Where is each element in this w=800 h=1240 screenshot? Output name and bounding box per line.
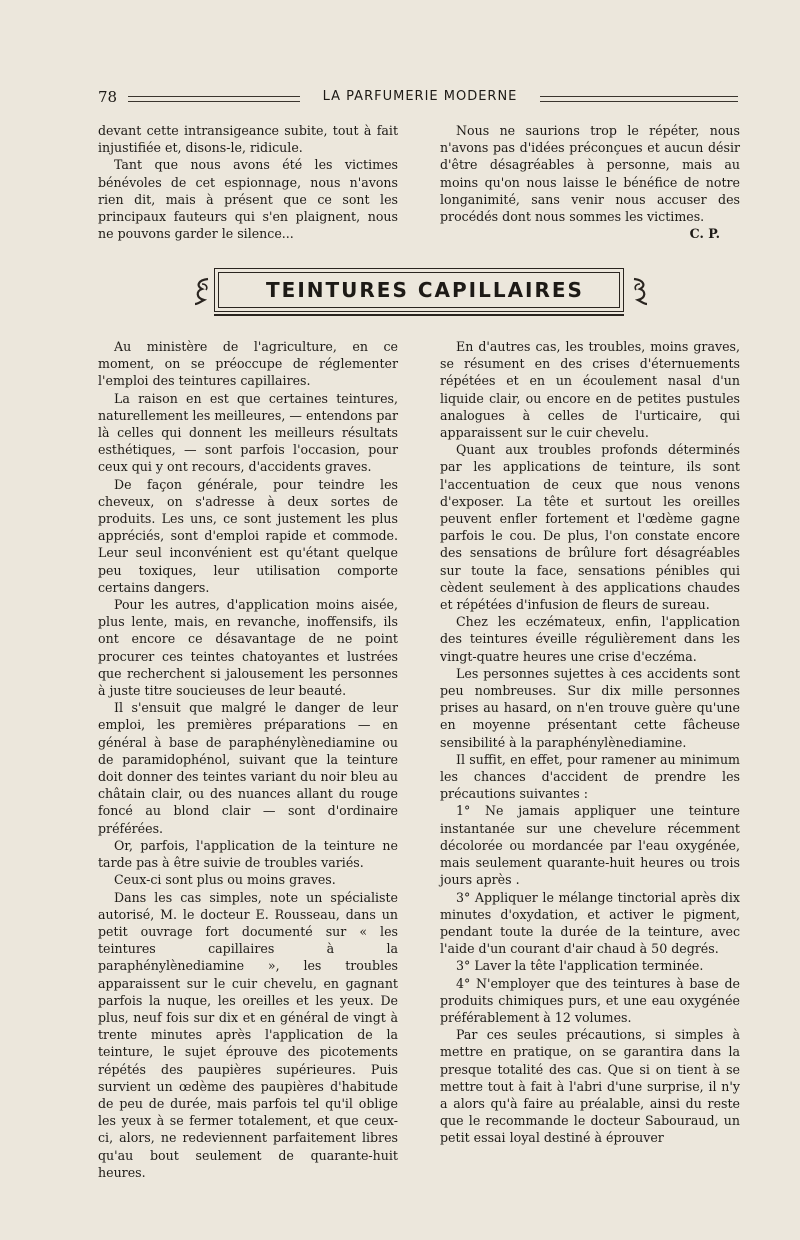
running-title: LA PARFUMERIE MODERNE — [322, 89, 518, 104]
ornament-right-icon — [630, 276, 650, 306]
top-left-column — [98, 122, 398, 242]
paragraph: Tant que nous avons été les victimes bénévoles de cet espionnage, nous n'avons rien dit, mais à présent que ce sont les principaux fauteurs qui s'en plaignent, nous ne pouvons garder le silence... — [98, 157, 398, 242]
paragraph: Par ces seules précautions, si simples à mettre en pratique, on se garantira dans la presque totalité des cas. Que si on tient à se mettre tout à fait à l'abri d'une surprise, il n'y a alors qu'à faire au préalable, ainsi du reste que le recommande le docteur Sabouraud, un petit essai loyal destiné à éprouver — [440, 1027, 740, 1146]
title-underline — [214, 314, 624, 316]
paragraph: devant cette intransigeance subite, tout à fait injustifiée et, disons-le, ridicule. — [98, 123, 398, 156]
list-item: 4° N'employer que des teintures à base de produits chimiques purs, et une eau oxygénée préférablement à 12 volumes. — [440, 975, 740, 1025]
article-left-column — [98, 338, 398, 1181]
article-title: TEINTURES CAPILLAIRES — [266, 278, 584, 302]
paragraph: Nous ne saurions trop le répéter, nous n'avons pas d'idées préconçues et aucun désir d'être désagréables à personne, mais au moins qu'on nous laisse le bénéfice de notre longanimité, sans venir nous accuser des procédés dont nous sommes les victimes. — [440, 123, 740, 225]
paragraph: De façon générale, pour teindre les cheveux, on s'adresse à deux sortes de produits. Les uns, ce sont justement les plus appréciés, sont d'emploi rapide et commode. Leur seul inconvénient est qu'étant quelque peu toxiques, leur utilisation comporte certains dangers. — [98, 476, 398, 595]
paragraph: Les personnes sujettes à ces accidents sont peu nombreuses. Sur dix mille personnes prises au hasard, on n'en trouve guère qu'une en moyenne présentant cette fâcheuse sensibilité à la paraphénylènediamine. — [440, 665, 740, 750]
paragraph: Ceux-ci sont plus ou moins graves. — [114, 872, 336, 888]
paragraph: Il suffit, en effet, pour ramener au minimum les chances d'accident de prendre les précautions suivantes : — [440, 751, 740, 802]
list-item: 3° Laver la tête l'application terminée. — [456, 958, 704, 974]
paragraph: En d'autres cas, les troubles, moins graves, se résument en des crises d'éternuements répétées et en un écoulement nasal d'un liquide clair, ou encore en de petites pustules analogues à celles de l'urticaire, qui apparaissent sur le cuir chevelu. — [440, 339, 740, 441]
header-rule-left — [128, 96, 300, 102]
paragraph: Il s'ensuit que malgré le danger de leur emploi, les premières préparations — en général à base de paraphénylènediamine ou de paramidophénol, suivant que la teinture doit donner des teintes variant du noir bleu au châtain clair, ou des nuances allant du rouge foncé au blond clair — sont d'ordinaire préférées. — [98, 700, 398, 836]
article-right-column — [440, 338, 740, 1147]
header-rule-right — [540, 96, 738, 102]
page-number: 78 — [98, 88, 118, 106]
paragraph: Au ministère de l'agriculture, en ce moment, on se préoccupe de réglementer l'emploi des teintures capillaires. — [98, 339, 398, 389]
paragraph: Pour les autres, d'application moins aisée, plus lente, mais, en revanche, inoffensifs, ils ont encore ce désavantage de ne point procurer ces teintes chatoyantes et lustrées que recherchent si jalousement les personnes à juste titre soucieuses de leur beauté. — [98, 597, 398, 699]
paragraph: Or, parfois, l'application de la teinture ne tarde pas à être suivie de troubles variés. — [98, 837, 398, 871]
running-header — [98, 88, 738, 108]
paragraph: La raison en est que certaines teintures, naturellement les meilleures, — entendons par là celles qui donnent les meilleurs résultats esthétiques, — sont parfois l'occasion, pour ceux qui y ont recours, d'accidents graves. — [98, 390, 398, 475]
list-item: 1° Ne jamais appliquer une teinture instantanée sur une chevelure récemment décolorée ou mordancée par l'eau oxygénée, mais seulement quarante-huit heures ou trois jours après . — [440, 803, 740, 888]
signature: C. P. — [689, 226, 720, 242]
paragraph: Quant aux troubles profonds déterminés par les applications de teinture, ils sont l'accentuation de ceux que nous venons d'exposer. La tête et surtout les oreilles peuvent enfler fortement et l'œdème gagne parfois le cou. De plus, l'on constate encore des sensations de brûlure fort désagréables sur toute la face, sensations pénibles qui cèdent seulement à des applications chaudes et répétées d'infusion de fleurs de sureau. — [440, 442, 740, 613]
paragraph: Chez les eczémateux, enfin, l'application des teintures éveille régulièrement dans les vingt-quatre heures une crise d'eczéma. — [440, 614, 740, 664]
top-right-column — [440, 122, 740, 242]
article-title-banner — [192, 268, 658, 320]
paragraph: Dans les cas simples, note un spécialiste autorisé, M. le docteur E. Rousseau, dans un petit ouvrage fort documenté sur « les teintures capillaires à la paraphénylènediamine », les troubles apparaissent sur le cuir chevelu, en gagnant parfois la nuque, les oreilles et les yeux. De plus, neuf fois sur dix et en général de vingt à trente minutes après l'application de la teinture, le sujet éprouve des picotements répétés des paupières supérieures. Puis survient un œdème des paupières d'habitude de peu de durée, mais parfois tel qu'il oblige les yeux à se fermer totalement, et que ceux-ci, alors, ne redeviennent parfaitement libres qu'au bout seulement de quarante-huit heures. — [98, 889, 398, 1180]
list-item: 3° Appliquer le mélange tinctorial après dix minutes d'oxydation, et activer le pigment, pendant toute la durée de la teinture, avec l'aide d'un courant d'air chaud à 50 degrés. — [440, 889, 740, 957]
